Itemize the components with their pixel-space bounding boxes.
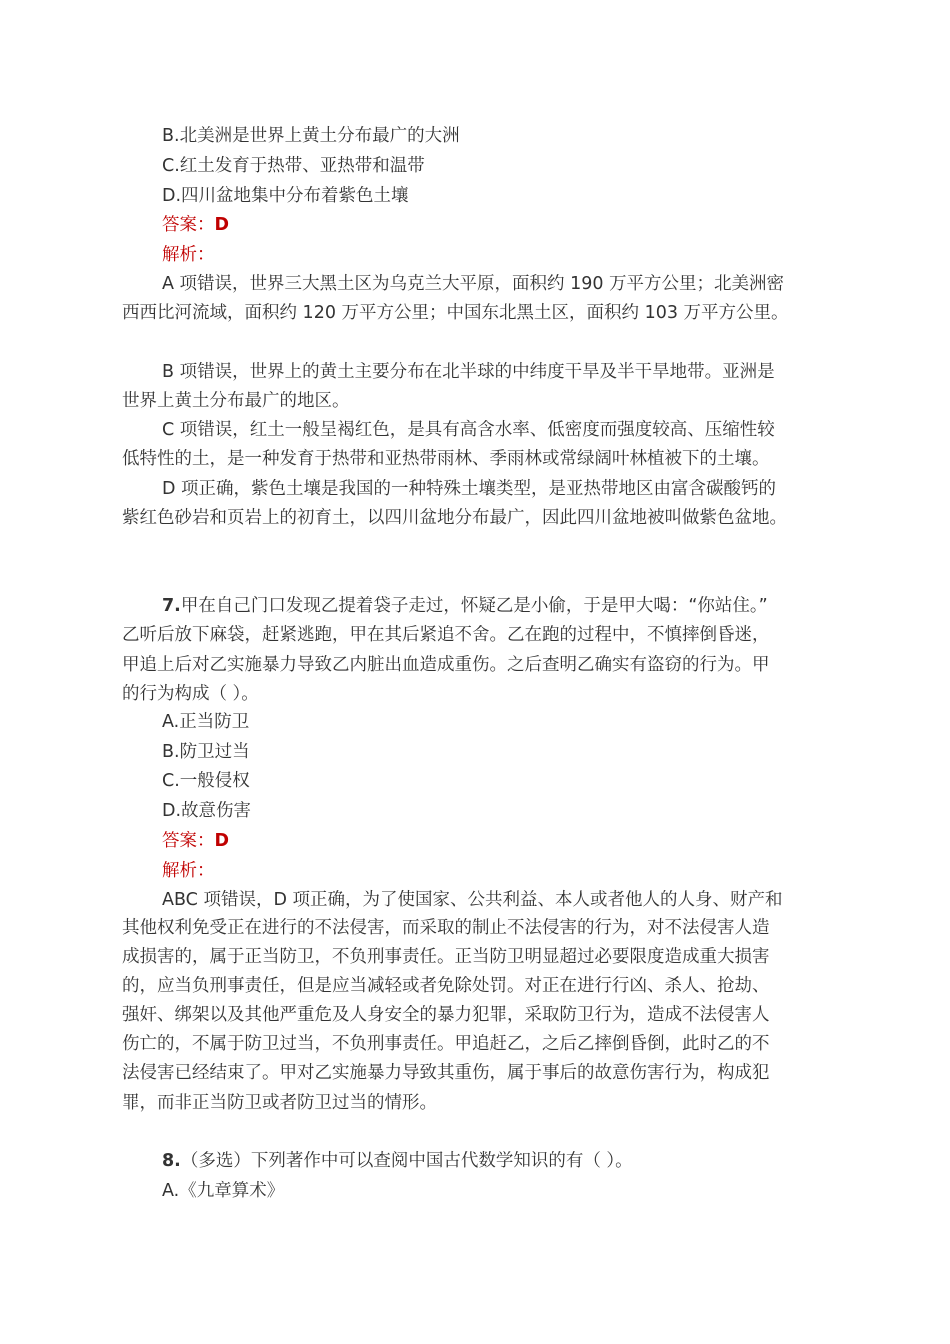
q7-option-d: D.故意伤害 [162,801,252,821]
q6-analysis-a1: A 项错误，世界三大黑土区为乌克兰大平原，面积约 190 万平方公里；北美洲密 [162,274,785,294]
q6-analysis-c2: 低特性的土，是一种发育于热带和亚热带雨林、季雨林或常绿阔叶林植被下的土壤。 [122,449,770,469]
q7-analysis-line-8: 罪，而非正当防卫或者防卫过当的情形。 [122,1093,437,1113]
q7-analysis-line-6: 伤亡的，不属于防卫过当，不负刑事责任。甲追赶乙，之后乙摔倒昏倒，此时乙的不 [122,1034,770,1054]
q7-number: 7. [162,596,181,616]
q7-answer-value: D [214,831,230,851]
q7-answer-label: 答案： [162,831,215,851]
q7-stem-line-2: 乙听后放下麻袋，赶紧逃跑，甲在其后紧追不舍。乙在跑的过程中，不慎摔倒昏迷， [122,625,770,645]
q6-analysis-c1: C 项错误，红土一般呈褐红色，是具有高含水率、低密度而强度较高、压缩性较 [162,420,775,440]
q7-analysis-label: 解析： [162,861,215,881]
q8-number: 8. [162,1151,181,1171]
q7-analysis-line-4: 的，应当负刑事责任，但是应当减轻或者免除处罚。对正在进行行凶、杀人、抢劫、 [122,976,770,996]
q6-analysis-b2: 世界上黄土分布最广的地区。 [122,391,350,411]
q7-option-c: C.一般侵权 [162,771,250,791]
q7-analysis-line-2: 其他权利免受正在进行的不法侵害，而采取的制止不法侵害的行为，对不法侵害人造 [122,918,770,938]
q8-stem-text: （多选）下列著作中可以查阅中国古代数学知识的有（ ）。 [180,1151,633,1171]
q6-answer-value: D [214,215,230,235]
q6-analysis-b1: B 项错误，世界上的黄土主要分布在北半球的中纬度干旱及半干旱地带。亚洲是 [162,362,775,382]
q7-option-a: A.正当防卫 [162,712,250,732]
q6-analysis-d1: D 项正确，紫色土壤是我国的一种特殊土壤类型，是亚热带地区由富含碳酸钙的 [162,479,777,499]
q7-stem-text-1: 甲在自己门口发现乙提着袋子走过，怀疑乙是小偷，于是甲大喝：“你站住。” [180,596,768,616]
q6-answer-label: 答案： [162,215,215,235]
q7-stem-line-4: 的行为构成（ ）。 [122,684,259,704]
q8-stem [162,1146,633,1176]
q7-analysis-line-1: ABC 项错误，D 项正确，为了使国家、公共利益、本人或者他人的人身、财产和 [162,890,783,910]
q7-stem-line-3: 甲追上后对乙实施暴力导致乙内脏出血造成重伤。之后查明乙确实有盗窃的行为。甲 [122,655,770,675]
q7-answer [162,826,229,856]
q6-analysis-a2: 西西比河流域，面积约 120 万平方公里；中国东北黑土区，面积约 103 万平方公里。 [122,303,789,323]
q6-analysis-label: 解析： [162,245,215,265]
q7-option-b: B.防卫过当 [162,742,250,762]
q7-analysis-line-7: 法侵害已经结束了。甲对乙实施暴力导致其重伤，属于事后的故意伤害行为，构成犯 [122,1063,770,1083]
q7-stem-line-1 [162,591,768,621]
q8-option-a: A.《九章算术》 [162,1181,285,1201]
q7-analysis-line-3: 成损害的，属于正当防卫，不负刑事责任。正当防卫明显超过必要限度造成重大损害 [122,947,770,967]
q6-option-b: B.北美洲是世界上黄土分布最广的大洲 [162,126,460,146]
q6-option-c: C.红土发育于热带、亚热带和温带 [162,156,425,176]
q6-option-d: D.四川盆地集中分布着紫色土壤 [162,186,409,206]
q6-analysis-d2: 紫红色砂岩和页岩上的初育土，以四川盆地分布最广，因此四川盆地被叫做紫色盆地。 [122,508,787,528]
q7-analysis-line-5: 强奸、绑架以及其他严重危及人身安全的暴力犯罪，采取防卫行为，造成不法侵害人 [122,1005,770,1025]
q6-answer [162,210,229,240]
